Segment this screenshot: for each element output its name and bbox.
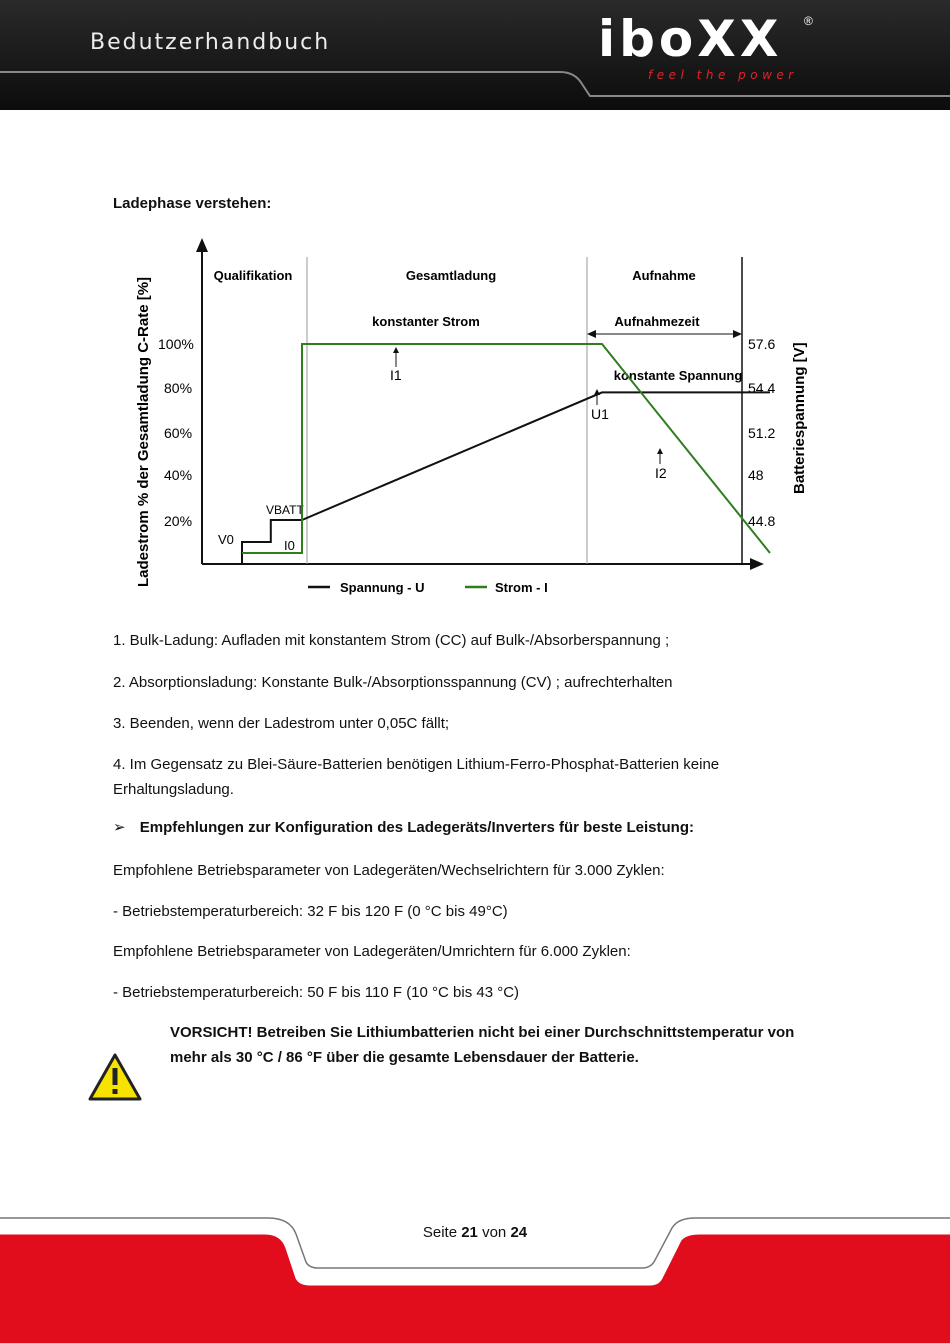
arrow-head-right xyxy=(733,330,742,338)
y-right-tick: 54.4 xyxy=(748,380,776,396)
y-right-label: Batteriespannung [V] xyxy=(791,342,808,494)
phase-label: Qualifikation xyxy=(213,268,293,283)
absorption-time-label: Aufnahmezeit xyxy=(614,314,700,329)
param-line: - Betriebstemperaturbereich: 32 F bis 120 F (0 °C bis 49°C) xyxy=(113,903,508,920)
warning-text: VORSICHT! Betreiben Sie Lithiumbatterien nicht bei einer Durchschnittstemperatur von mehr als 30 °C / 86 °F über die gesamte Lebensdauer der Batterie. xyxy=(170,1024,795,1066)
y-right-tick: 57.6 xyxy=(748,336,776,352)
y-left-tick: 100% xyxy=(158,336,194,352)
y-right-tick: 48 xyxy=(748,467,764,483)
y-left-label: Ladestrom % der Gesamtladung C-Rate [%] xyxy=(135,276,152,587)
recommendation-heading xyxy=(113,818,694,836)
legend-label-current: Strom - I xyxy=(495,580,548,595)
y-left-tick: 20% xyxy=(164,513,193,529)
page-footer xyxy=(0,1200,950,1343)
page-header xyxy=(0,0,950,110)
i1-pointer-head xyxy=(393,347,399,353)
i2-pointer-head xyxy=(657,448,663,454)
i2-label: I2 xyxy=(655,465,667,481)
constant-voltage-label: konstante Spannung xyxy=(613,368,743,383)
list-item: 3. Beenden, wenn der Ladestrom unter 0,05C fällt; xyxy=(113,715,450,732)
list-item: 4. Im Gegensatz zu Blei-Säure-Batterien benötigen Lithium-Ferro-Phosphat-Batterien keine Erhaltungsladung. xyxy=(113,756,720,798)
y-right-tick: 44.8 xyxy=(748,513,776,529)
y-left-tick: 60% xyxy=(164,425,193,441)
arrow-bullet-icon: ➢ xyxy=(113,819,126,836)
i0-label: I0 xyxy=(284,538,295,553)
total-pages: 24 xyxy=(510,1224,528,1241)
vbatt-label: VBATT xyxy=(266,503,304,517)
recommendation-heading-text: Empfehlungen zur Konfiguration des Ladegeräts/Inverters für beste Leistung: xyxy=(139,819,694,836)
v0-label: V0 xyxy=(218,532,234,547)
phase-label: Gesamtladung xyxy=(405,268,497,283)
y-left-tick: 40% xyxy=(164,467,193,483)
y-right-tick: 51.2 xyxy=(748,425,776,441)
header-title: Bedutzerhandbuch xyxy=(90,30,331,55)
y-left-tick: 80% xyxy=(164,380,193,396)
section-title: Ladephase verstehen: xyxy=(113,195,272,212)
warning-icon xyxy=(87,1052,143,1102)
list-item: 1. Bulk-Ladung: Aufladen mit konstantem Strom (CC) auf Bulk-/Absorberspannung ; xyxy=(113,632,670,649)
param-line: Empfohlene Betriebsparameter von Ladegeräten/Wechselrichtern für 3.000 Zyklen: xyxy=(113,862,665,879)
brand-tagline: feel the power xyxy=(648,68,798,82)
current-page: 21 xyxy=(461,1224,478,1241)
y-axis-arrow xyxy=(196,238,208,252)
page-number xyxy=(0,1224,950,1241)
list-item: 2. Absorptionsladung: Konstante Bulk-/Absorptionsspannung (CV) ; aufrechterhalten xyxy=(113,674,673,691)
page-middle: von xyxy=(477,1224,511,1241)
registered-mark: ® xyxy=(804,14,813,28)
brand-logo: iboXX xyxy=(598,10,783,68)
constant-current-label: konstanter Strom xyxy=(372,314,480,329)
legend-label-voltage: Spannung - U xyxy=(340,580,425,595)
arrow-head-left xyxy=(587,330,596,338)
phase-label: Aufnahme xyxy=(632,268,696,283)
charging-phase-chart xyxy=(120,232,820,612)
footer-background xyxy=(0,1200,950,1343)
i1-label: I1 xyxy=(390,367,402,383)
param-line: - Betriebstemperaturbereich: 50 F bis 110 F (10 °C bis 43 °C) xyxy=(113,984,520,1001)
param-line: Empfohlene Betriebsparameter von Ladegeräten/Umrichtern für 6.000 Zyklen: xyxy=(113,943,631,960)
u1-label: U1 xyxy=(591,406,609,422)
series-line-voltage xyxy=(242,392,770,564)
page-prefix: Seite xyxy=(422,1224,462,1241)
x-axis-arrow xyxy=(750,558,764,570)
